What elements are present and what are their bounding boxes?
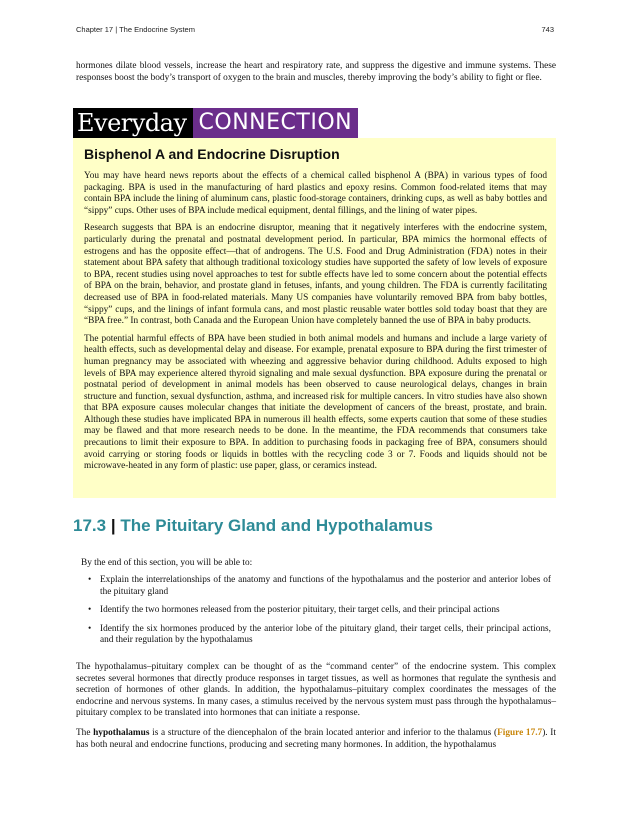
objective-item: • Identify the two hormones released from the posterior pituitary, their target cells, and their principal actions — [86, 605, 551, 617]
paragraph-command-center: The hypothalamus–pituitary complex can be thought of as the “command center” of the endocrine system. This complex secretes several hormones that directly produce responses in target tissues, as well as hormones that regulate the synthesis and secretion of hormones of other glands. In addition, the hypothalamus–pituitary complex coordinates the messages of the endocrine and nervous systems. In many cases, a stimulus received by the nervous system must pass through the hypothalamus–pituitary complex to be translated into hormones that can initiate a response. — [76, 662, 556, 719]
text-run: The — [76, 728, 94, 738]
banner-everyday: Everyday — [73, 108, 193, 138]
feature-box — [73, 138, 556, 498]
running-header — [76, 25, 554, 34]
term-hypothalamus: hypothalamus — [93, 728, 150, 738]
feature-paragraph-3: The potential harmful effects of BPA have been studied in both animal models and humans and include a large variety of health effects, such as developmental delay and disease. For example, prenatal exposure to BPA during the first trimester of human pregnancy may be associated with wheezing and aggressive behavior during childhood. Adults exposed to high levels of BPA may experience altered thyroid signaling and male sexual dysfunction. BPA exposure during the prenatal or postnatal period of development in animal models has been observed to cause neurological delays, changes in brain structure and function, sexual dysfunction, asthma, and increased risk for multiple cancers. In vitro studies have also shown that BPA exposure causes molecular changes that initiate the development of cancers of the breast, prostate, and brain. Although these studies have implicated BPA in numerous ill health effects, some experts caution that some of these studies may be flawed and that more research needs to be done. In the meantime, the FDA recommends that consumers take precautions to limit their exposure to BPA. In addition to purchasing foods in packaging free of BPA, consumers should avoid carrying or storing foods or liquids in bottles with the recycling code 3 or 7. Foods and liquids should not be microwave-heated in any form of plastic: use paper, glass, or ceramics instead. — [84, 333, 547, 472]
objectives-intro: By the end of this section, you will be able to: — [81, 558, 253, 568]
text-run: is a structure of the diencephalon of the brain located anterior and inferior to the thalamus ( — [149, 728, 498, 738]
intro-paragraph: hormones dilate blood vessels, increase the heart and respiratory rate, and suppress the digestive and immune systems. These responses boost the body’s transport of oxygen to the brain and muscles, thereby improving the body’s ability to fight or flee. — [76, 61, 556, 83]
section-number: 17.3 — [73, 516, 107, 535]
feature-paragraph-2: Research suggests that BPA is an endocrine disruptor, meaning that it negatively interferes with the endocrine system, particularly during the prenatal and postnatal development period. In particular, BPA mimics the hormonal effects of estrogens and has the opposite effect—that of androgens. The U.S. Food and Drug Administration (FDA) notes in their statement about BPA safety that although traditional toxicology studies have supported the safety of low levels of exposure to BPA, recent studies using novel approaches to test for subtle effects have led to some concern about the potential effects of BPA on the brain, behavior, and prostate gland in fetuses, infants, and young children. The FDA is currently facilitating decreased use of BPA in food-related materials. Many US companies have voluntarily removed BPA from baby bottles, “sippy” cups, and the linings of infant formula cans, and most plastic reusable water bottles sold today boast that they are “BPA free.” In contrast, both Canada and the European Union have completely banned the use of BPA in baby products. — [84, 223, 547, 327]
section-title: The Pituitary Gland and Hypothalamus — [120, 516, 433, 535]
paragraph-hypothalamus — [76, 728, 556, 751]
objectives-list — [86, 575, 551, 654]
figure-link[interactable]: Figure 17.7 — [497, 728, 543, 738]
page-number: 743 — [541, 25, 554, 34]
objective-item: • Identify the six hormones produced by the anterior lobe of the pituitary gland, their target cells, their principal actions, and their regulation by the hypothalamus — [86, 624, 551, 647]
objective-item: • Explain the interrelationships of the anatomy and functions of the hypothalamus and the posterior and anterior lobes of the pituitary gland — [86, 575, 551, 598]
section-heading — [73, 516, 433, 536]
chapter-title: Chapter 17 | The Endocrine System — [76, 25, 195, 34]
feature-paragraph-1: You may have heard news reports about the effects of a chemical called bisphenol A (BPA) in various types of food packaging. BPA is used in the manufacturing of hard plastics and epoxy resins. Common food-related items that may contain BPA include the lining of aluminum cans, plastic food-storage containers, drinking cups, as well as baby bottles and “sippy” cups. Other uses of BPA include medical equipment, dental fillings, and the lining of water pipes. — [84, 171, 547, 216]
everyday-connection-banner — [73, 108, 358, 138]
section-separator: | — [110, 516, 116, 535]
feature-box-title: Bisphenol A and Endocrine Disruption — [84, 146, 340, 162]
text-run: ). It has both neural and endocrine functions, producing and secreting many hormones. In addition, the hypothalamus — [76, 728, 556, 750]
banner-connection: CONNECTION — [193, 108, 359, 138]
